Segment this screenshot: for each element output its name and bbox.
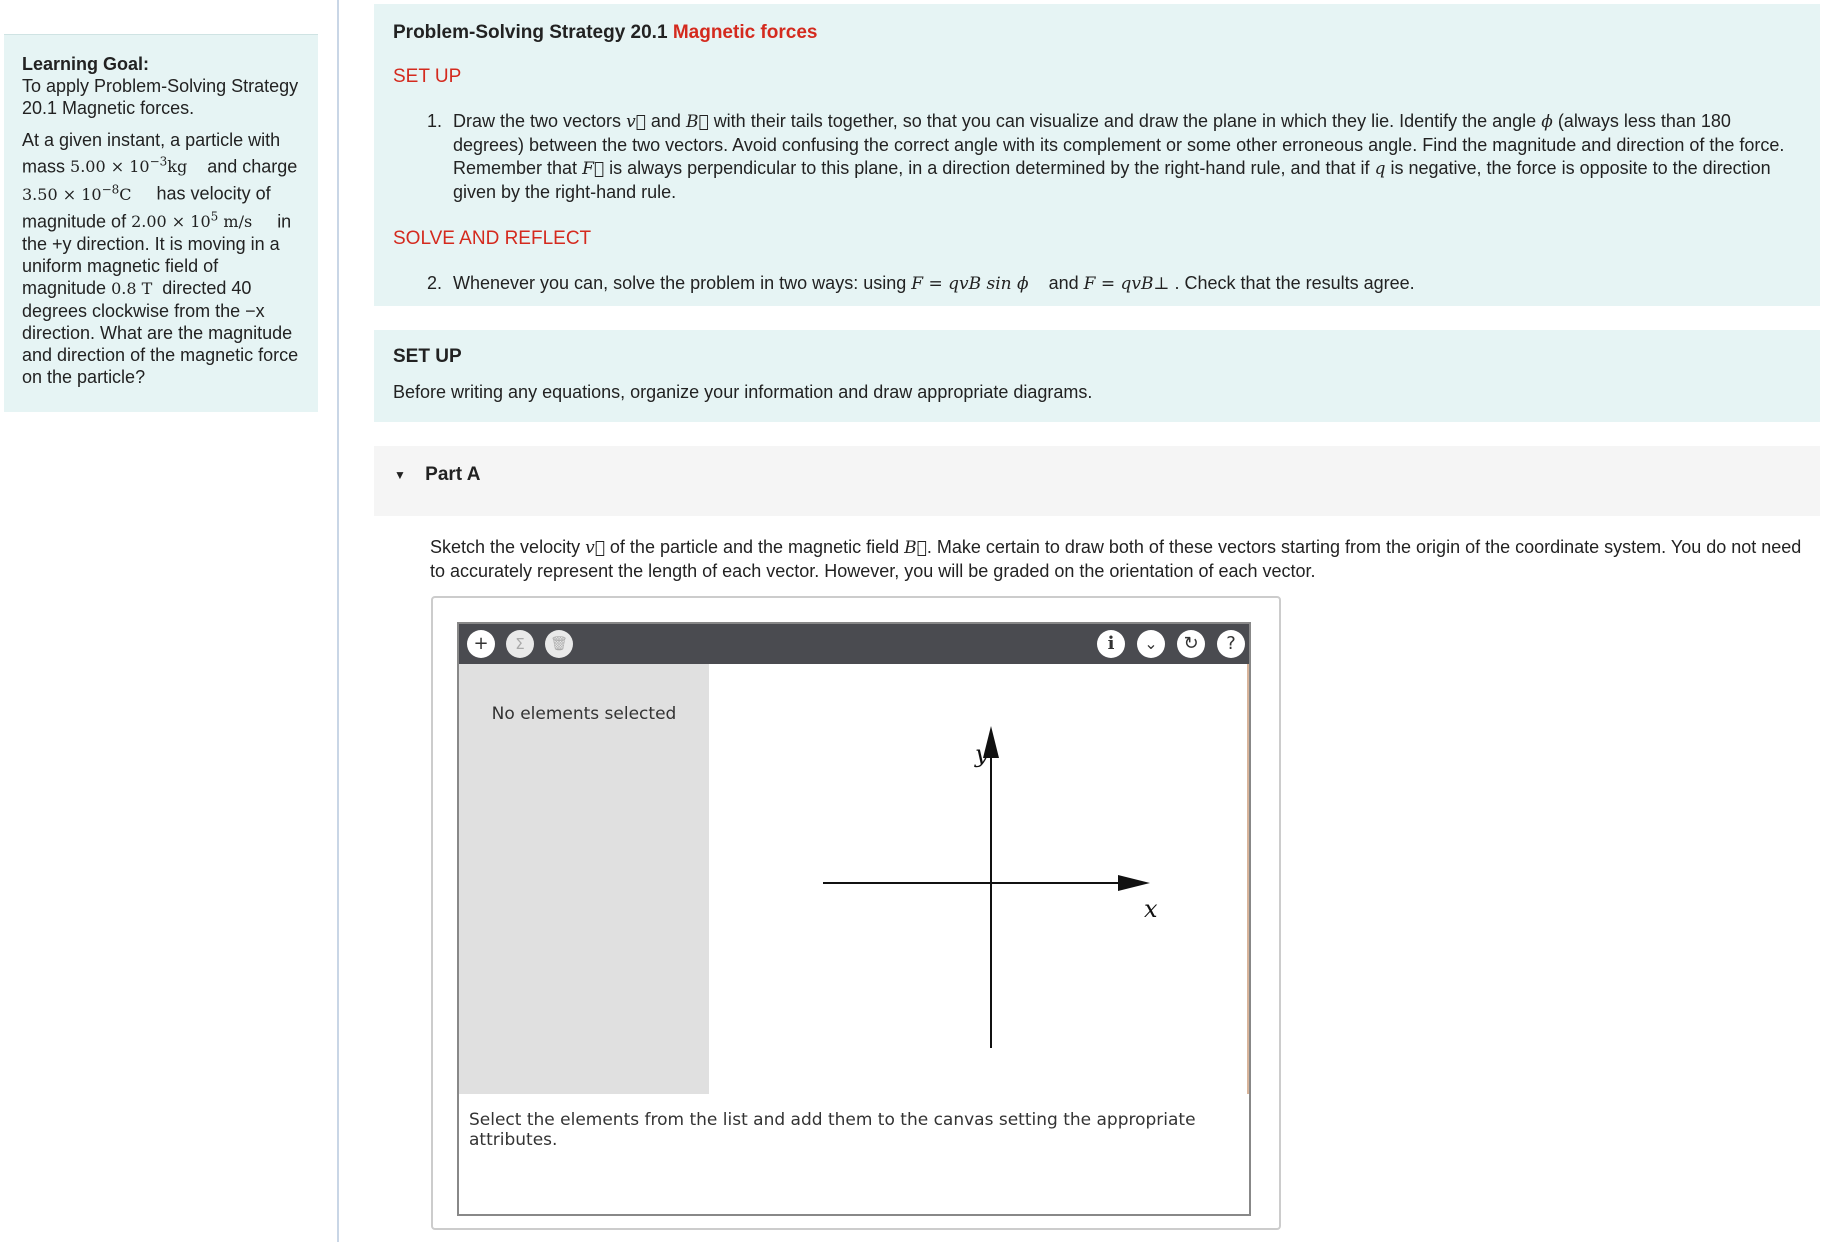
direction-text: the +y direction. It is moving in a uniform magnetic field of magnitude: [22, 233, 280, 298]
b-symbol-a: B⃗: [904, 538, 927, 558]
step1-text-b: with their tails together, so that you can visualize and draw the plane in which they lie. Identify the angle: [713, 111, 1537, 131]
mass-word: mass: [22, 156, 66, 177]
add-icon[interactable]: +: [467, 630, 495, 658]
velocity-value: [131, 209, 253, 231]
charge-unit: C: [119, 184, 132, 204]
setup-label: SET UP: [393, 66, 462, 87]
and-word: and: [650, 111, 681, 131]
equation-1: F = qvB sin ϕ: [911, 274, 1029, 294]
tool-workspace: [457, 622, 1251, 1216]
problem-text-rest: directed 40 degrees clockwise from the −x direction. What are the magnitude and direction of the magnetic force on the particle?: [22, 277, 299, 387]
equation-2: F = qvB⊥: [1083, 274, 1170, 294]
charge-mantissa: 3.50 × 10: [22, 184, 102, 204]
info-icon[interactable]: i: [1097, 630, 1125, 658]
learning-goal-text: To apply Problem-Solving Strategy 20.1 Magnetic forces.: [22, 76, 299, 118]
step2-text-a: Whenever you can, solve the problem in two ways: using: [453, 273, 907, 293]
solve-reflect-label: SOLVE AND REFLECT: [393, 228, 592, 249]
element-list-pane[interactable]: [459, 664, 709, 1094]
step-1: [447, 110, 1801, 204]
step1-text-a: Draw the two vectors: [453, 111, 622, 131]
column-divider: [337, 0, 339, 1242]
x-axis-label: x: [1144, 895, 1158, 923]
step2-text-b: . Check that the results agree.: [1174, 273, 1415, 293]
charge-value: [22, 182, 132, 204]
learning-goal-label: Learning Goal:: [22, 54, 150, 74]
has-velocity: has velocity of: [156, 183, 271, 204]
strategy-title-topic: Magnetic forces: [672, 22, 818, 43]
part-a-text-b: of the particle and the magnetic field: [609, 537, 900, 557]
mass-unit: kg: [167, 157, 188, 177]
strategy-steps: [393, 110, 1801, 204]
velocity-exponent: 5: [210, 209, 219, 224]
caret-down-icon[interactable]: ▼: [394, 468, 406, 482]
problem-statement: [22, 129, 300, 388]
step1-text-c: (always less than 180 degrees) between the two vectors. Avoid confusing the correct angle with its complement or some other erroneous angle. Find the magnitude and direction of the force. Remember that: [453, 111, 1785, 178]
tool-toolbar: [459, 624, 1249, 664]
and-word-2: and: [1048, 273, 1079, 293]
velocity-mantissa: 2.00 × 10: [131, 211, 211, 231]
strategy-title: [393, 22, 1801, 44]
reset-icon[interactable]: ↻: [1177, 630, 1205, 658]
step-2: [447, 272, 1801, 296]
v-symbol: v⃗: [626, 112, 646, 132]
strategy-steps-2: [393, 272, 1801, 296]
tool-instructions: Select the elements from the list and add them to the canvas setting the appropriate attributes.: [469, 1110, 1196, 1150]
mass-mantissa: 5.00 × 10: [70, 157, 150, 177]
no-elements-message: No elements selected: [491, 704, 677, 724]
velocity-unit: m/s: [223, 211, 253, 231]
vector-drawing-tool: [431, 596, 1281, 1230]
part-a-prompt: [430, 536, 1810, 583]
field-value: 0.8 T: [111, 278, 153, 298]
sum-icon[interactable]: Σ: [506, 630, 534, 658]
learning-goal: [22, 53, 300, 119]
setup-text: Before writing any equations, organize your information and draw appropriate diagrams.: [393, 382, 1093, 402]
b-symbol: B⃗: [685, 112, 709, 132]
magnitude-of: magnitude of: [22, 210, 127, 231]
phi-symbol: ϕ: [1541, 112, 1553, 132]
part-a-text-c: . Make certain to draw both of these vectors starting from the origin of the coordinate system. You do not need to accurately represent the length of each vector. However, you will be graded on the orientation of each vector.: [430, 537, 1802, 581]
q-symbol: q: [1374, 159, 1386, 179]
axes-svg: [709, 664, 1249, 1094]
mass-exponent: −3: [149, 155, 168, 169]
part-a-title: Part A: [425, 464, 481, 485]
in-word: in: [277, 210, 292, 231]
v-symbol-a: v⃗: [585, 538, 605, 558]
trash-icon[interactable]: 🗑: [545, 630, 573, 658]
charge-exponent: −8: [101, 182, 120, 197]
problem-text-1: At a given instant, a particle with: [22, 130, 281, 150]
y-axis-label: y: [975, 740, 989, 768]
and-charge: and charge: [207, 156, 298, 177]
part-a-header[interactable]: [374, 446, 1820, 516]
learning-goal-panel: [4, 34, 318, 412]
chevron-down-icon[interactable]: ⌄: [1137, 630, 1165, 658]
step1-text-d: is always perpendicular to this plane, in a direction determined by the right-hand rule, and that if: [609, 158, 1370, 178]
part-a-text-a: Sketch the velocity: [430, 537, 581, 557]
setup-box: [374, 330, 1820, 422]
help-icon[interactable]: ?: [1217, 630, 1245, 658]
mass-value: [70, 157, 187, 176]
strategy-title-number: Problem-Solving Strategy 20.1: [393, 22, 668, 43]
setup-heading: SET UP: [393, 346, 462, 367]
step1-text-e: is negative, the force is opposite to the direction given by the right-hand rule.: [453, 158, 1771, 202]
canvas-border: [1247, 664, 1249, 1094]
f-symbol: F⃗: [582, 159, 605, 179]
strategy-box: [374, 4, 1820, 306]
drawing-canvas[interactable]: [709, 664, 1249, 1094]
